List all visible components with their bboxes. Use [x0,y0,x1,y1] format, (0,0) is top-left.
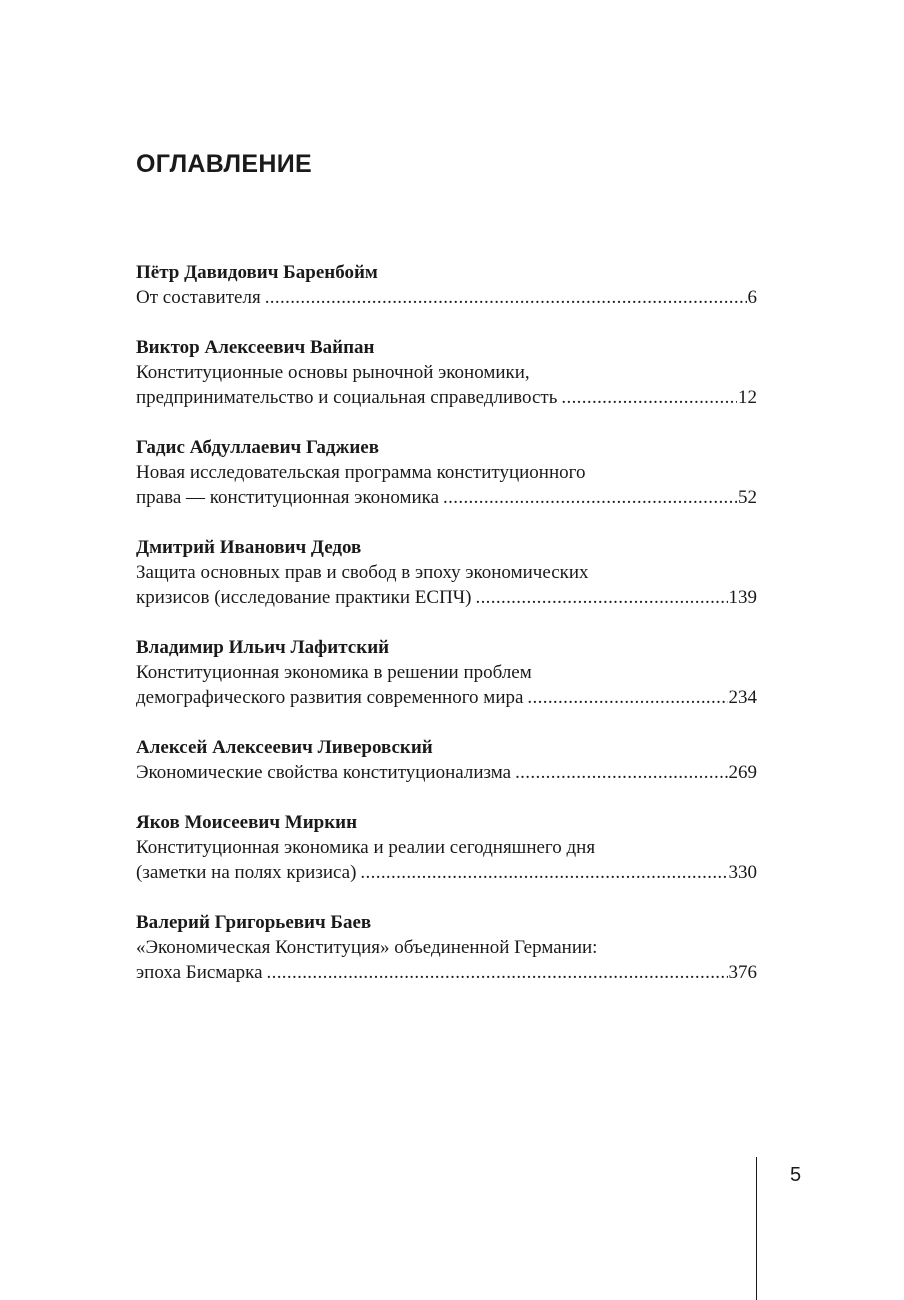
toc-page-number: 330 [728,862,757,883]
toc-page-number: 6 [747,287,757,308]
toc-title-line[interactable] [136,760,757,785]
toc-author: Пётр Давидович Баренбойм [136,262,378,283]
toc-entry [136,735,757,785]
toc-title: демографического развития современного мира [136,687,524,708]
toc-title-first-line: «Экономическая Конституция» объединенной Германии: [136,937,598,958]
toc-page-number: 376 [728,962,757,983]
toc-title-line[interactable] [136,485,757,510]
toc-title: права — конституционная экономика [136,487,440,508]
toc-page-number: 234 [728,687,757,708]
toc-title-line[interactable] [136,685,757,710]
toc-entry [136,435,757,510]
toc-author: Яков Моисеевич Миркин [136,812,358,833]
dot-leader [515,760,727,785]
toc-title: предпринимательство и социальная справедливость [136,387,558,408]
toc-title-line[interactable] [136,285,757,310]
page-title: ОГЛАВЛЕНИЕ [136,150,312,178]
dot-leader [267,960,728,985]
dot-leader [561,385,737,410]
dot-leader [527,685,727,710]
toc-entry [136,535,757,610]
toc-author: Виктор Алексеевич Вайпан [136,337,375,358]
toc-title: Экономические свойства конституционализма [136,762,512,783]
toc-page-number: 52 [738,487,757,508]
toc-entry [136,910,757,985]
toc-title-line[interactable] [136,585,757,610]
toc-title-first-line: Конституционная экономика и реалии сегодняшнего дня [136,837,596,858]
toc-author: Владимир Ильич Лафитский [136,637,390,658]
toc-title-line[interactable] [136,960,757,985]
toc-title-line[interactable] [136,385,757,410]
toc-title-first-line: Конституционная экономика в решении проблем [136,662,532,683]
table-of-contents [136,260,757,1010]
dot-leader [475,585,727,610]
toc-page-number: 12 [738,387,757,408]
toc-page-number: 139 [728,587,757,608]
dot-leader [360,860,727,885]
dot-leader [265,285,747,310]
toc-title: кризисов (исследование практики ЕСПЧ) [136,587,472,608]
toc-author: Дмитрий Иванович Дедов [136,537,362,558]
margin-rule [756,1157,757,1300]
toc-title-first-line: Конституционные основы рыночной экономики, [136,362,530,383]
toc-title-first-line: Новая исследовательская программа конституционного [136,462,586,483]
toc-author: Алексей Алексеевич Ливеровский [136,737,433,758]
toc-author: Валерий Григорьевич Баев [136,912,372,933]
toc-entry [136,260,757,310]
toc-title: (заметки на полях кризиса) [136,862,357,883]
toc-page-number: 269 [728,762,757,783]
toc-author: Гадис Абдуллаевич Гаджиев [136,437,379,458]
toc-title: эпоха Бисмарка [136,962,263,983]
toc-entry [136,810,757,885]
toc-title-line[interactable] [136,860,757,885]
toc-title: От составителя [136,287,261,308]
toc-entry [136,335,757,410]
page-number: 5 [790,1164,802,1186]
dot-leader [443,485,737,510]
toc-title-first-line: Защита основных прав и свобод в эпоху экономических [136,562,589,583]
toc-entry [136,635,757,710]
